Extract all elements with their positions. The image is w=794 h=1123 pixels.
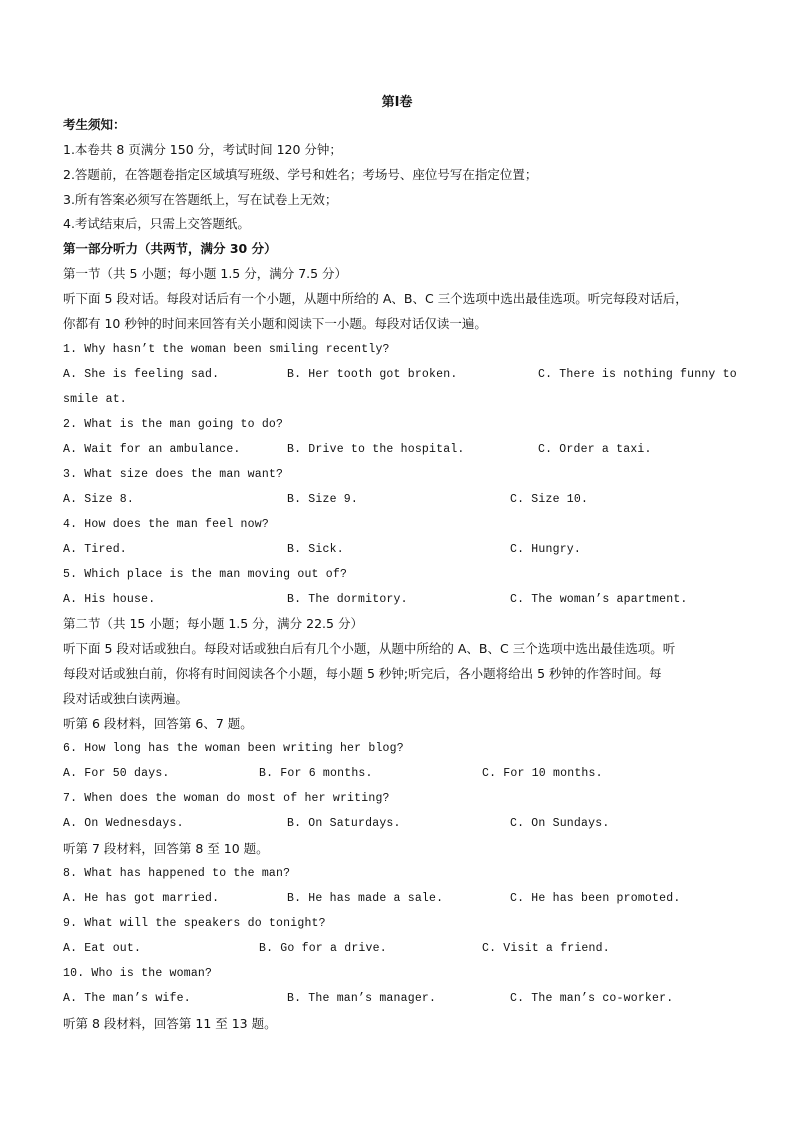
notice-heading: 考生须知： <box>63 117 126 132</box>
question-1-stem: 1. Why hasn’t the woman been smiling recently? <box>63 343 390 356</box>
question-9-stem: 9. What will the speakers do tonight? <box>63 917 326 930</box>
question-8-stem: 8. What has happened to the man? <box>63 867 291 880</box>
material-6-heading: 听第 6 段材料，回答第 6、7 题。 <box>63 716 253 731</box>
question-4-option-c: C. Hungry. <box>510 543 582 556</box>
question-5-option-c: C. The woman’s apartment. <box>510 593 688 606</box>
question-5-option-a: A. His house. <box>63 593 156 606</box>
question-4-stem: 4. How does the man feel now? <box>63 518 269 531</box>
notice-item-3: 3.所有答案必须写在答题纸上，写在试卷上无效； <box>63 192 338 207</box>
question-9-option-b: B. Go for a drive. <box>259 942 387 955</box>
question-4-option-b: B. Sick. <box>287 543 344 556</box>
question-1-option-b: B. Her tooth got broken. <box>287 368 458 381</box>
section1-instruction-line2: 你都有 10 秒钟的时间来回答有关小题和阅读下一小题。每段对话仅读一遍。 <box>63 316 487 331</box>
question-5-option-b: B. The dormitory. <box>287 593 408 606</box>
question-9-option-a: A. Eat out. <box>63 942 142 955</box>
question-10-option-b: B. The man’s manager. <box>287 992 437 1005</box>
paper-title: 第Ⅰ卷 <box>381 95 413 110</box>
question-8-option-c: C. He has been promoted. <box>510 892 681 905</box>
notice-item-2: 2.答题前，在答题卷指定区域填写班级、学号和姓名；考场号、座位号写在指定位置； <box>63 167 538 182</box>
question-6-option-b: B. For 6 months. <box>259 767 373 780</box>
question-2-option-b: B. Drive to the hospital. <box>287 443 465 456</box>
question-1-option-c-continued: smile at. <box>63 393 127 406</box>
question-1-option-c: C. There is nothing funny to <box>538 368 737 381</box>
question-9-option-c: C. Visit a friend. <box>482 942 610 955</box>
question-3-stem: 3. What size does the man want? <box>63 468 284 481</box>
question-1-option-a: A. She is feeling sad. <box>63 368 220 381</box>
question-6-option-c: C. For 10 months. <box>482 767 603 780</box>
question-2-option-a: A. Wait for an ambulance. <box>63 443 241 456</box>
question-8-option-b: B. He has made a sale. <box>287 892 444 905</box>
question-5-stem: 5. Which place is the man moving out of? <box>63 568 348 581</box>
question-6-option-a: A. For 50 days. <box>63 767 170 780</box>
question-2-option-c: C. Order a taxi. <box>538 443 652 456</box>
question-4-option-a: A. Tired. <box>63 543 127 556</box>
question-10-option-a: A. The man’s wife. <box>63 992 191 1005</box>
question-3-option-b: B. Size 9. <box>287 493 359 506</box>
section2-instruction-line1: 听下面 5 段对话或独白。每段对话或独白后有几个小题，从题中所给的 A、B、C 三个选项中选出最佳选项。听 <box>63 641 676 656</box>
part1-heading: 第一部分听力（共两节，满分 30 分） <box>63 241 277 256</box>
question-10-option-c: C. The man’s co-worker. <box>510 992 674 1005</box>
question-10-stem: 10. Who is the woman? <box>63 967 213 980</box>
question-6-stem: 6. How long has the woman been writing her blog? <box>63 742 404 755</box>
section2-instruction-line3: 段对话或独白读两遍。 <box>63 691 189 706</box>
question-7-option-a: A. On Wednesdays. <box>63 817 184 830</box>
section2-instruction-line2: 每段对话或独白前，你将有时间阅读各个小题，每小题 5 秒钟;听完后，各小题将给出 5 秒钟的作答时间。每 <box>63 666 662 681</box>
section1-heading: 第一节（共 5 小题；每小题 1.5 分，满分 7.5 分） <box>63 266 348 281</box>
section1-instruction-line1: 听下面 5 段对话。每段对话后有一个小题，从题中所给的 A、B、C 三个选项中选出最佳选项。听完每段对话后， <box>63 291 688 306</box>
question-7-stem: 7. When does the woman do most of her writing? <box>63 792 390 805</box>
question-8-option-a: A. He has got married. <box>63 892 220 905</box>
question-3-option-c: C. Size 10. <box>510 493 589 506</box>
section2-heading: 第二节（共 15 小题；每小题 1.5 分，满分 22.5 分） <box>63 616 363 631</box>
material-7-heading: 听第 7 段材料，回答第 8 至 10 题。 <box>63 841 269 856</box>
question-7-option-c: C. On Sundays. <box>510 817 610 830</box>
notice-item-4: 4.考试结束后，只需上交答题纸。 <box>63 216 250 231</box>
question-7-option-b: B. On Saturdays. <box>287 817 401 830</box>
question-3-option-a: A. Size 8. <box>63 493 135 506</box>
question-2-stem: 2. What is the man going to do? <box>63 418 284 431</box>
notice-item-1: 1.本卷共 8 页满分 150 分，考试时间 120 分钟； <box>63 142 342 157</box>
material-8-heading: 听第 8 段材料，回答第 11 至 13 题。 <box>63 1016 277 1031</box>
